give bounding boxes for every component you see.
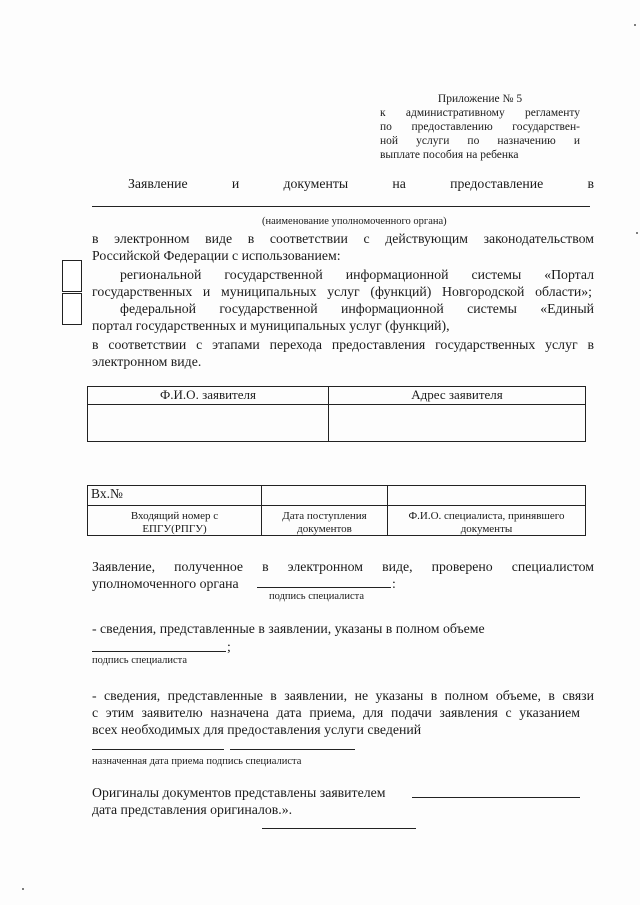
option-checkbox-federal[interactable]: [62, 293, 82, 325]
applicant-table: [87, 386, 586, 442]
option-regional-line: региональной государственной информационной системы «Портал: [120, 267, 594, 282]
incoming-date-cell[interactable]: [262, 486, 388, 506]
complete-signature-line[interactable]: [92, 651, 226, 652]
annex-title: Приложение № 5: [437, 93, 523, 105]
intro-paragraph-line: в соответствии с этапами перехода предоставления государственных услуг в: [92, 337, 594, 352]
closing-divider: [262, 828, 416, 829]
checked-line: Заявление, полученное в электронном виде, проверено специалистом: [92, 559, 594, 574]
intro-word: в: [587, 176, 594, 191]
applicant-name-header: Ф.И.О. заявителя: [88, 387, 329, 405]
incoming-number-header: Входящий номер с ЕПГУ(РПГУ): [88, 506, 262, 536]
intro-word: Заявление: [128, 176, 188, 191]
complete-signature-caption: подпись специалиста: [92, 655, 188, 666]
checked-signature-line[interactable]: [257, 587, 391, 588]
option-checkbox-regional[interactable]: [62, 260, 82, 292]
intro-paragraph-line: Российской Федерации с использованием:: [92, 248, 341, 263]
incomplete-line: - сведения, представленные в заявлении, не указаны в полном объеме, в связи: [92, 688, 594, 703]
originals-line: Оригиналы документов представлены заявителем: [92, 785, 386, 800]
intro-paragraph-line: электронном виде.: [92, 354, 202, 369]
intro-paragraph-line: в электронном виде в соответствии с действующим законодательством: [92, 231, 594, 246]
specialist-header: Ф.И.О. специалиста, принявшего документы: [388, 506, 586, 536]
applicant-address-header: Адрес заявителя: [329, 387, 586, 405]
intro-heading: [128, 175, 594, 192]
originals-line: дата представления оригиналов.».: [92, 802, 293, 817]
annex-line-3: ной услуги по назначению и: [380, 135, 580, 147]
registry-table: [87, 485, 586, 536]
complete-semicolon: ;: [227, 639, 231, 654]
option-federal-line: портал государственных и муниципальных услуг (функций),: [92, 318, 450, 333]
appointment-date-line[interactable]: [92, 749, 224, 750]
scan-speck: [636, 232, 638, 234]
scan-speck: [634, 24, 636, 26]
option-federal-line: федеральной государственной информационной системы «Единый: [120, 301, 594, 316]
scan-speck: [22, 888, 24, 890]
specialist-cell[interactable]: [388, 486, 586, 506]
intro-word: документы: [283, 176, 349, 191]
option-regional-line: государственных и муниципальных услуг (функций) Новгородской области»;: [92, 284, 592, 299]
checked-signature-caption: подпись специалиста: [269, 591, 365, 602]
organ-name-field-line[interactable]: [92, 206, 590, 207]
annex-line-1: к административному регламенту: [380, 107, 580, 119]
intro-word: и: [231, 176, 240, 191]
applicant-name-cell[interactable]: [88, 405, 329, 442]
incomplete-signature-line[interactable]: [230, 749, 355, 750]
incomplete-line: с этим заявителю назначена дата приема, для подачи заявления с указанием: [92, 705, 580, 720]
annex-line-4: выплате пособия на ребенка: [380, 149, 519, 161]
organ-name-caption: (наименование уполномоченного органа): [262, 216, 447, 227]
annex-line-2: по предоставлению государствен-: [380, 121, 580, 133]
incomplete-caption: назначенная дата приема подпись специалиста: [92, 756, 302, 767]
applicant-address-cell[interactable]: [329, 405, 586, 442]
intro-word: на: [392, 176, 406, 191]
annex-header: [380, 92, 580, 162]
intro-word: предоставление: [450, 176, 544, 191]
incoming-number-label[interactable]: Вх.№: [88, 486, 262, 506]
receipt-date-header: Дата поступления документов: [262, 506, 388, 536]
originals-field-line[interactable]: [412, 797, 580, 798]
checked-colon: :: [392, 576, 396, 591]
checked-line: уполномоченного органа: [92, 576, 239, 591]
complete-line: - сведения, представленные в заявлении, указаны в полном объеме: [92, 621, 485, 636]
incomplete-line: всех необходимых для предоставления услуги сведений: [92, 722, 422, 737]
